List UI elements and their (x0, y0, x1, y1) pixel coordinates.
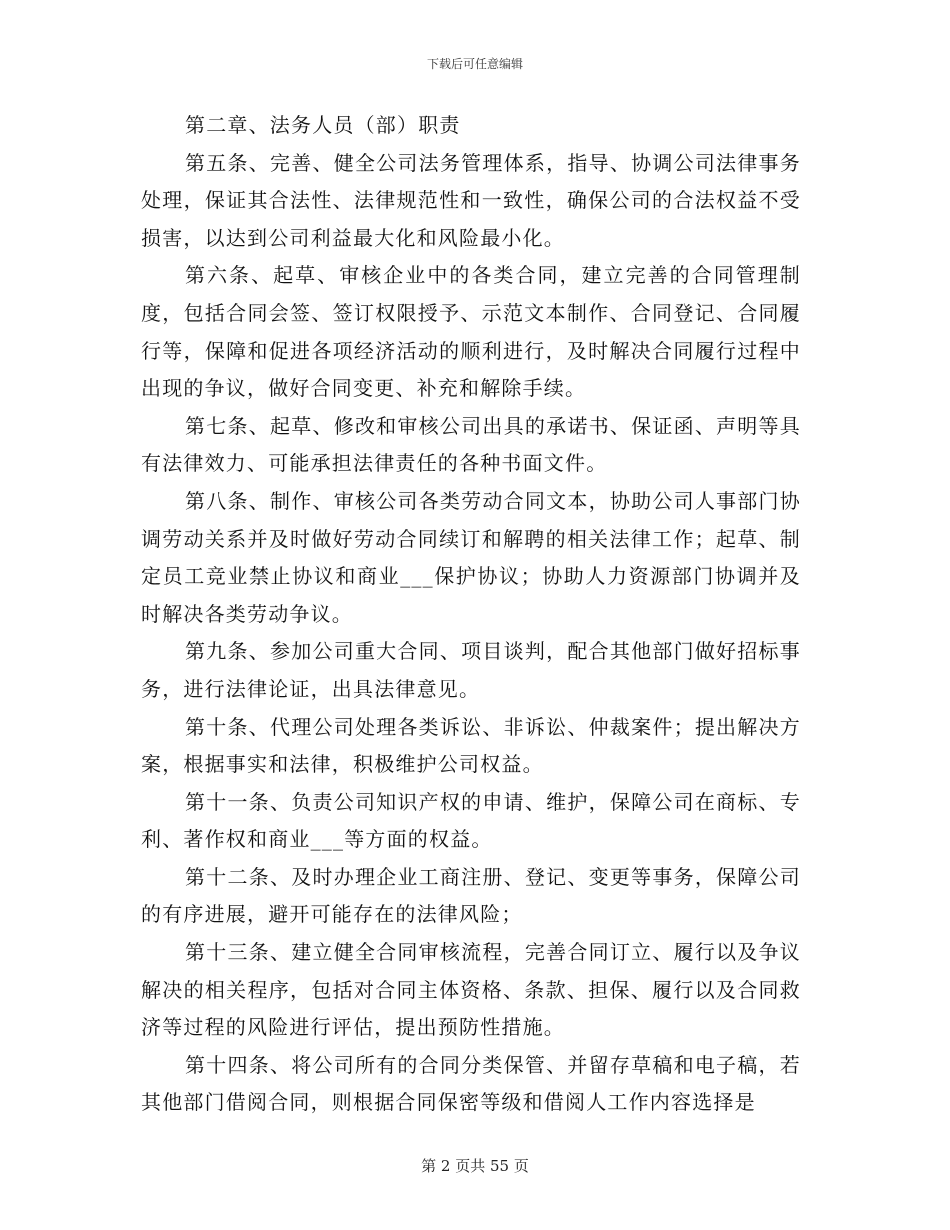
document-body (141, 107, 801, 1122)
paragraph-article-5: 第五条、完善、健全公司法务管理体系，指导、协调公司法律事务处理，保证其合法性、法律规范性和一致性，确保公司的合法权益不受损害，以达到公司利益最大化和风险最小化。 (141, 150, 801, 250)
page-header: 下载后可任意编辑 (426, 57, 523, 71)
paragraph-article-14: 第十四条、将公司所有的合同分类保管、并留存草稿和电子稿，若其他部门借阅合同，则根据合同保密等级和借阅人工作内容选择是 (141, 1052, 801, 1115)
paragraph-article-11: 第十一条、负责公司知识产权的申请、维护，保障公司在商标、专利、著作权和商业___等方面的权益。 (141, 789, 801, 852)
paragraph-article-8: 第八条、制作、审核公司各类劳动合同文本，协助公司人事部门协调劳动关系并及时做好劳动合同续订和解聘的相关法律工作；起草、制定员工竞业禁止协议和商业___保护协议；协助人力资源部门协调并及时解决各类劳动争议。 (141, 488, 801, 626)
paragraph-article-6: 第六条、起草、审核企业中的各类合同，建立完善的合同管理制度，包括合同会签、签订权限授予、示范文本制作、合同登记、合同履行等，保障和促进各项经济活动的顺利进行，及时解决合同履行过程中出现的争议，做好合同变更、补充和解除手续。 (141, 263, 801, 401)
paragraph-article-10: 第十条、代理公司处理各类诉讼、非诉讼、仲裁案件；提出解决方案，根据事实和法律，积极维护公司权益。 (141, 714, 801, 777)
paragraph-article-12: 第十二条、及时办理企业工商注册、登记、变更等事务，保障公司的有序进展，避开可能存在的法律风险； (141, 864, 801, 927)
chapter-heading: 第二章、法务人员（部）职责 (185, 113, 461, 137)
paragraph-article-7: 第七条、起草、修改和审核公司出具的承诺书、保证函、声明等具有法律效力、可能承担法律责任的各种书面文件。 (141, 413, 801, 476)
paragraph-article-13: 第十三条、建立健全合同审核流程，完善合同订立、履行以及争议解决的相关程序，包括对合同主体资格、条款、担保、履行以及合同救济等过程的风险进行评估，提出预防性措施。 (141, 940, 801, 1040)
paragraph-article-9: 第九条、参加公司重大合同、项目谈判，配合其他部门做好招标事务，进行法律论证，出具法律意见。 (141, 639, 801, 701)
page-footer: 第 2 页共 55 页 (421, 1157, 529, 1175)
